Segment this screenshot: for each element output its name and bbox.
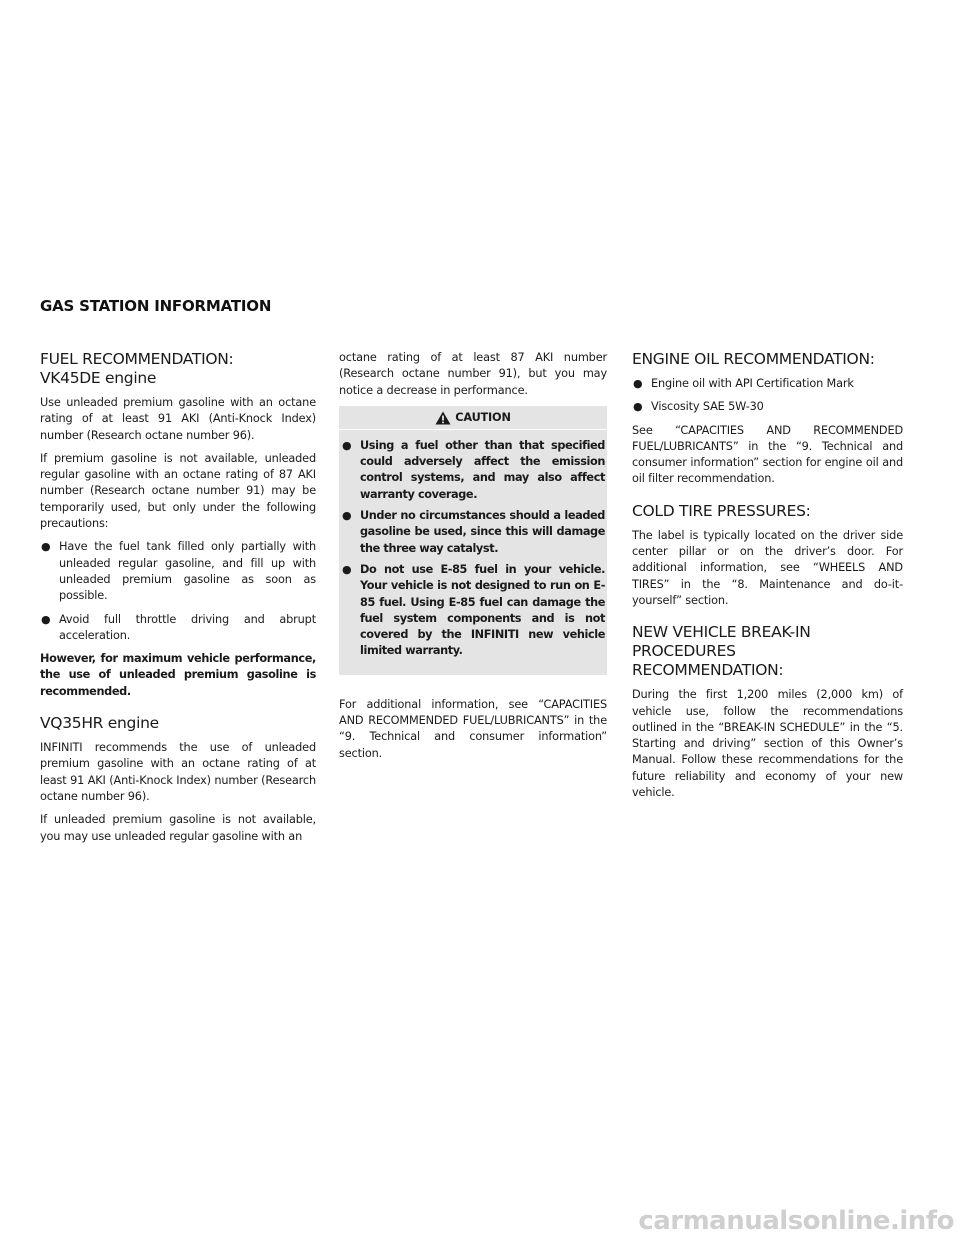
bullet-icon: ● [41,540,51,554]
paragraph: The label is typically located on the driver side center pillar or on the driver’s door. For additional information, see “WHEELS AND TIRES” in the “8. Maintenance and do-it-yourself” section. [632,528,903,607]
caution-box [339,406,607,675]
paragraph: INFINITI recommends the use of unleaded premium gasoline with an octane rating of at least 91 AKI (Anti-Knock Index) number (Research octane number 96). [40,741,316,803]
heading-cold-tire: COLD TIRE PRESSURES: [632,501,811,520]
list-item: ● Under no circumstances should a leaded gasoline be used, since this will damage the three way catalyst. [342,509,605,555]
paragraph: octane rating of at least 87 AKI number (Research octane number 91), but you may notice a decrease in performance. [339,351,607,397]
section-title: GAS STATION INFORMATION [40,297,272,315]
precautions-list [40,539,316,644]
paragraph: For additional information, see “CAPACITIES AND RECOMMENDED FUEL/LUBRICANTS” in the “9. Technical and consumer information” section. [339,697,607,760]
heading-fuel-line1: FUEL RECOMMENDATION: [40,350,234,368]
caution-label: CAUTION [455,411,511,425]
list-item: ● Have the fuel tank filled only partially with unleaded regular gasoline, and fill up with unleaded premium gasoline as soon as possible. [41,540,316,603]
bullet-icon: ● [342,438,352,452]
bullet-icon: ● [633,400,643,414]
heading-engine-oil: ENGINE OIL RECOMMENDATION: [632,350,875,368]
heading-vq35hr: VQ35HR engine [40,714,159,733]
bullet-icon: ● [41,612,51,626]
column-oil-tires-breakin [632,350,903,808]
column-caution [339,350,607,769]
bullet-icon: ● [633,377,643,390]
paragraph: If unleaded premium gasoline is not available, you may use unleaded regular gasoline with an [40,813,316,843]
paragraph: See “CAPACITIES AND RECOMMENDED FUEL/LUBRICANTS” in the “9. Technical and consumer information” section for engine oil and oil filter recommendation. [632,423,903,486]
paragraph: If premium gasoline is not available, unleaded regular gasoline with an octane rating of 87 AKI number (Research octane number 91) may be temporarily used, but only under the following precautions: [40,451,316,531]
bullet-icon: ● [342,562,352,576]
list-item: ● Avoid full throttle driving and abrupt acceleration. [41,612,316,642]
heading-break-in: NEW VEHICLE BREAK-IN PROCEDURES RECOMMENDATION: [632,623,811,680]
list-item: ● Do not use E-85 fuel in your vehicle. Your vehicle is not designed to run on E-85 fuel. Using E-85 fuel can damage the fuel system components and is not covered by the INFINITI new vehicle limited warranty. [342,562,605,658]
oil-list [632,376,903,416]
caution-header [339,406,607,430]
bold-note: However, for maximum vehicle performance, the use of unleaded premium gasoline is recommended. [40,652,316,698]
list-item: ● Using a fuel other than that specified could adversely affect the emission control systems, and may also affect warranty coverage. [342,438,605,501]
column-fuel-recommendation [40,350,316,852]
caution-list [341,438,605,660]
heading-fuel-recommendation [40,350,316,388]
paragraph: Use unleaded premium gasoline with an octane rating of at least 91 AKI (Anti-Knock Index) number (Research octane number 96). [40,396,316,442]
list-item: ● Engine oil with API Certification Mark [632,376,903,392]
paragraph: During the first 1,200 miles (2,000 km) of vehicle use, follow the recommendations outlined in the “BREAK-IN SCHEDULE” in the “5. Starting and driving” section of this Owner’s Manual. Follow these recommendations for the future reliability and economy of your new vehicle. [632,688,903,800]
heading-vk45de: VK45DE engine [40,369,157,387]
list-item: ● Viscosity SAE 5W-30 [632,399,903,415]
bullet-icon: ● [342,509,352,523]
warning-icon [435,411,451,425]
watermark: carmanualsonline.info [638,1206,954,1236]
